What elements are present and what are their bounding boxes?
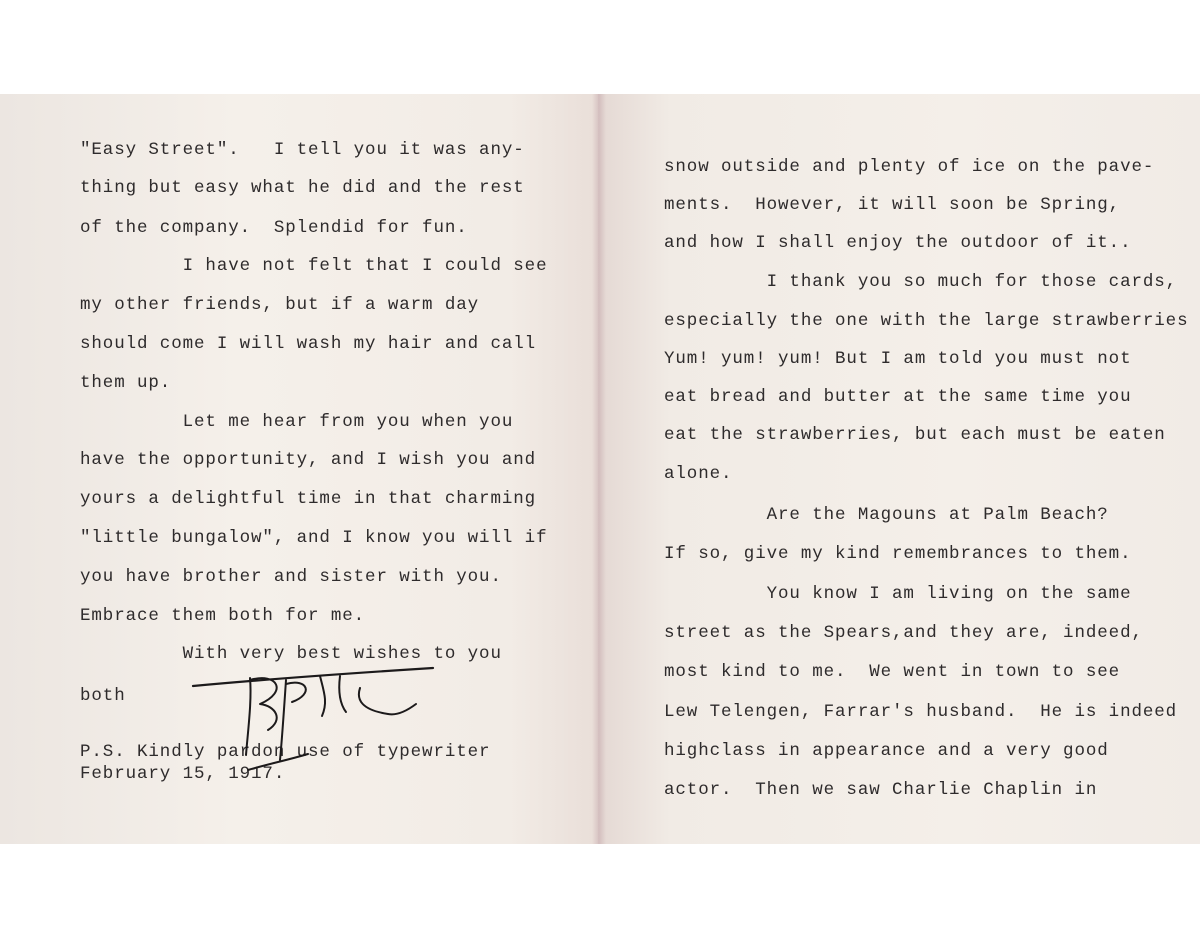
right-line-14: most kind to me. We went in town to see	[664, 662, 1121, 682]
right-line-9: alone.	[664, 464, 733, 484]
left-line-7: them up.	[80, 373, 172, 393]
left-line-14: With very best wishes to you	[80, 644, 502, 664]
left-line-13: Embrace them both for me.	[80, 606, 366, 626]
left-line-9: have the opportunity, and I wish you and	[80, 450, 537, 470]
right-line-5: especially the one with the large strawberries	[664, 311, 1189, 331]
right-line-6: Yum! yum! yum! But I am told you must not	[664, 349, 1132, 369]
left-line-2: thing but easy what he did and the rest	[80, 178, 525, 198]
left-line-11: "little bungalow", and I know you will if	[80, 528, 548, 548]
right-line-4: I thank you so much for those cards,	[664, 272, 1178, 292]
right-line-13: street as the Spears,and they are, indeed,	[664, 623, 1143, 643]
left-line-4: I have not felt that I could see	[80, 256, 548, 276]
right-line-12: You know I am living on the same	[664, 584, 1132, 604]
right-line-2: ments. However, it will soon be Spring,	[664, 195, 1121, 215]
page-fold	[592, 94, 606, 844]
right-line-10: Are the Magouns at Palm Beach?	[664, 505, 1109, 525]
left-line-3: of the company. Splendid for fun.	[80, 218, 468, 238]
right-line-8: eat the strawberries, but each must be eaten	[664, 425, 1166, 445]
left-line-15: both	[80, 686, 126, 706]
left-line-5: my other friends, but if a warm day	[80, 295, 480, 315]
postscript-line: P.S. Kindly pardon use of typewriter	[80, 742, 491, 762]
left-line-12: you have brother and sister with you.	[80, 567, 502, 587]
handwritten-signature-icon	[188, 640, 488, 790]
right-line-1: snow outside and plenty of ice on the pave-	[664, 157, 1155, 177]
right-line-3: and how I shall enjoy the outdoor of it..	[664, 233, 1132, 253]
left-line-1: "Easy Street". I tell you it was any-	[80, 140, 525, 160]
left-line-8: Let me hear from you when you	[80, 412, 514, 432]
right-line-15: Lew Telengen, Farrar's husband. He is indeed	[664, 702, 1178, 722]
left-line-6: should come I will wash my hair and call	[80, 334, 537, 354]
right-line-11: If so, give my kind remembrances to them.	[664, 544, 1132, 564]
left-line-10: yours a delightful time in that charming	[80, 489, 537, 509]
right-line-17: actor. Then we saw Charlie Chaplin in	[664, 780, 1098, 800]
right-line-16: highclass in appearance and a very good	[664, 741, 1109, 761]
date-line: February 15, 1917.	[80, 764, 286, 784]
right-line-7: eat bread and butter at the same time you	[664, 387, 1132, 407]
